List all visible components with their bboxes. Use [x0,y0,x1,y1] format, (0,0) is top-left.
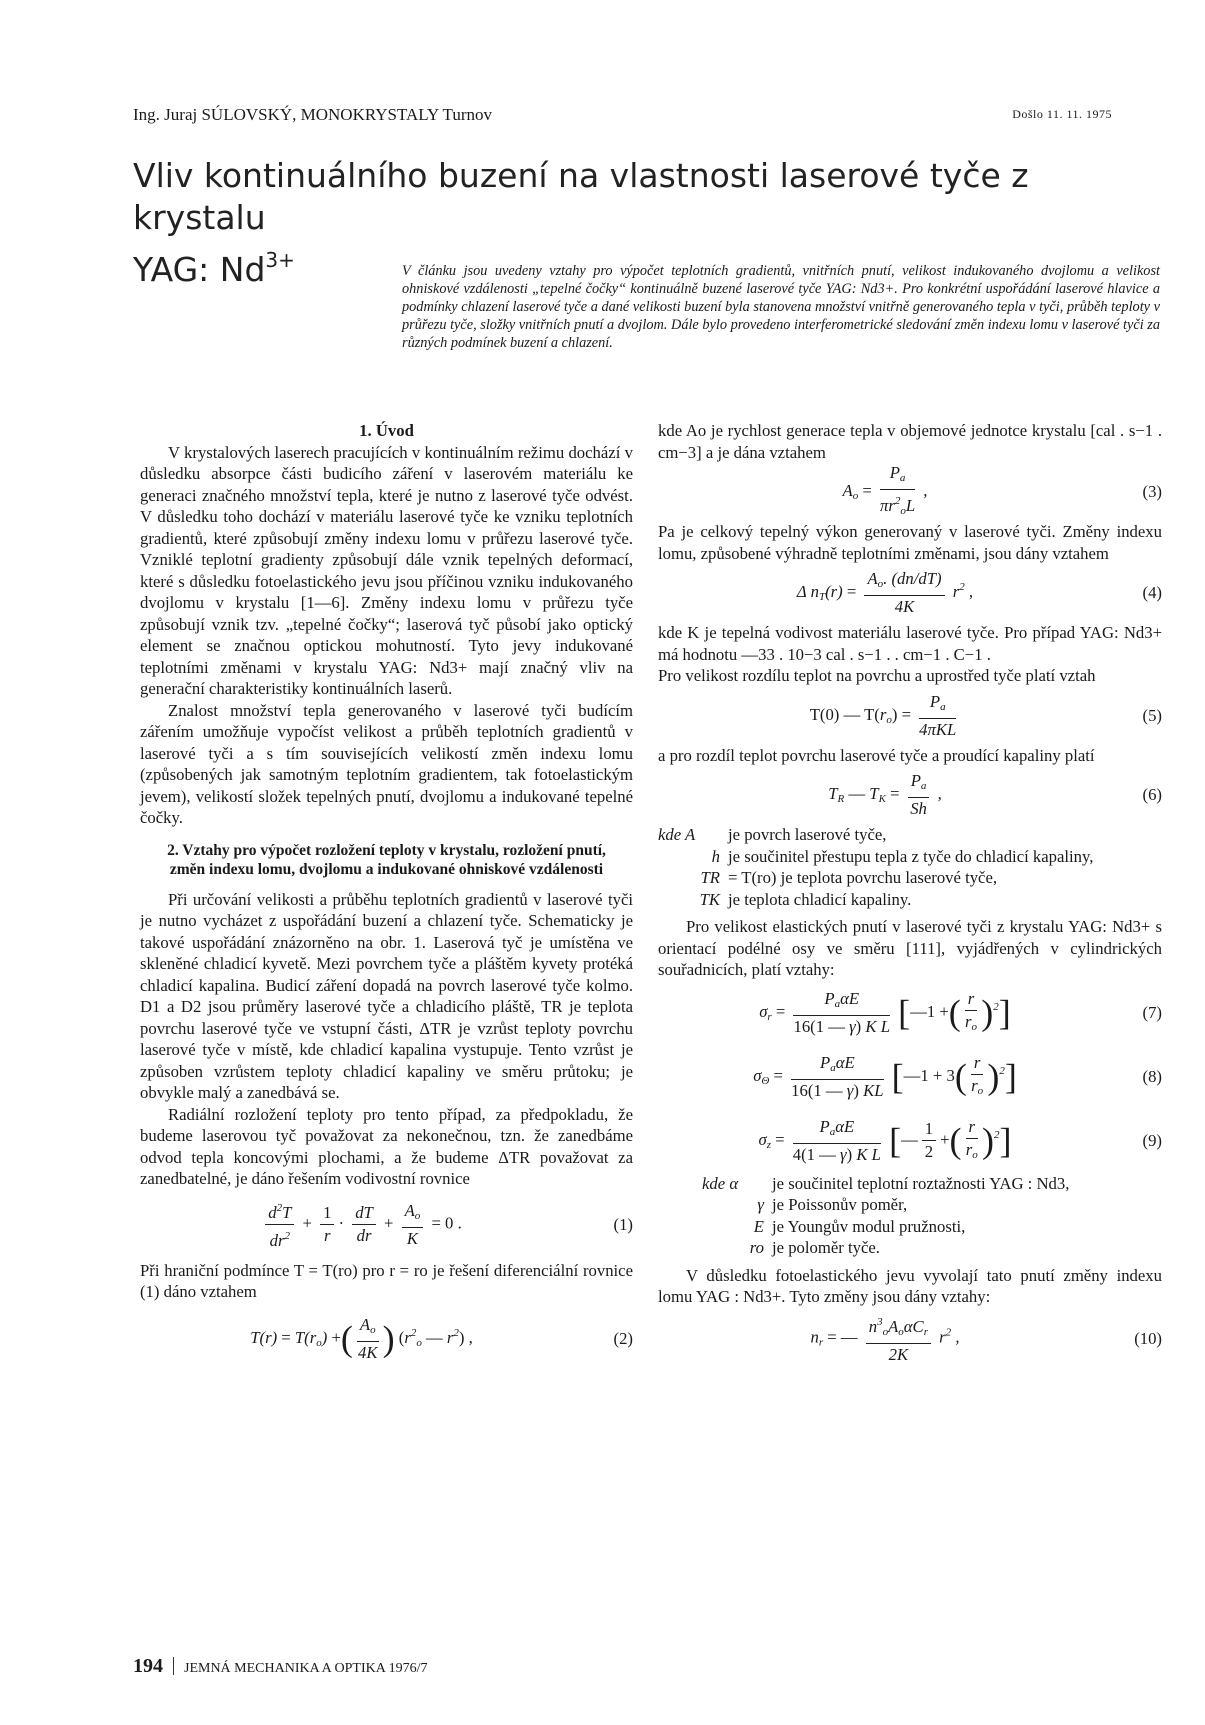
definition-row [702,1194,1162,1216]
equation-body: T(0) — $T(r_o)$ = $\frac{P_a}{\text{4πKL}}$ [809,691,957,739]
equation-1 [140,1190,633,1260]
received-date: Došlo 11. 11. 1975 [1012,107,1112,121]
paragraph: Pro velikost elastických pnutí v laserové tyči z krystalu YAG: Nd3+ s orientací podélné osy ve směru [111], vyjádřených v cylindrických souřadnicích, platí vztahy: [658,917,1162,979]
definition-list-1 [658,824,1162,910]
equation-number: (7) [1142,1002,1162,1022]
equation-number: (10) [1134,1328,1162,1348]
page-footer [133,1655,427,1678]
definition-list-2 [702,1173,1162,1259]
journal-name: JEMNÁ MECHANIKA A OPTIKA 1976/7 [184,1661,428,1676]
paragraph: Při hraniční podmínce T = T(ro) pro r = ro je řešení diferenciální rovnice (1) dáno vztahem [140,1260,633,1301]
equation-number: (1) [613,1214,633,1234]
equation-number: (4) [1142,583,1162,603]
definition-row [702,1173,1162,1195]
paragraph: Při určování velikosti a průběhu teplotních gradientů v laserové tyči je nutno vycházet z uspořádání buzení a chlazení tyče. Schematicky je takové uspořádání znázorněno na obr. 1. Laserová tyč je umístěna ve skleněné chladicí kyvetě. Mezi povrchem tyče a pláštěm kyvety protéká chladicí kapalina. Budicí záření dopadá na povrch laserové tyče kolmo. D1 a D2 jsou průměry laserové tyče a chladicího pláště, TR je teplota povrchu laserové tyče ve vstupní části, ΔTR je vzrůst teploty povrchu laserové tyče v místě, kde chladicí kapalina vystupuje. Tento vzrůst je způsoben vzrůstem teploty chladicí kapaliny ve směru průtoku; je obvykle malý a zanedbává se. [140,889,633,1102]
equation-number: (8) [1142,1066,1162,1086]
author-line: Ing. Juraj SÚLOVSKÝ, MONOKRYSTALY Turnov [133,105,493,124]
paragraph: Radiální rozložení teploty pro tento případ, za předpokladu, že budeme laserovou tyč považovat za nekonečnou, tzn. že zanedbáme odvod tepla koncovými plochami, a že budeme ΔTR považovat za zanedbatelné, je dáno řešením vodivostní rovnice [140,1104,633,1188]
definition-symbol: E [753,1216,764,1236]
equation-body: $A_o$ = $\frac{P_a}{\pi r^2_oL}$ , [842,463,928,517]
definition-row [658,889,1162,911]
definition-row [702,1216,1162,1238]
definition-symbol: kde A [658,825,696,844]
equation-number: (5) [1142,705,1162,725]
equation-8 [658,1045,1162,1109]
definition-symbol: TK [699,889,720,909]
equation-body: Δ $n_T(r)$ = $\frac{A_o. (dn/dT)}{4K}$ $r^2$ , [796,569,974,616]
paragraph: Pa je celkový tepelný výkon generovaný v laserové tyči. Změny indexu lomu, způsobené výhradně teplotními změnami, jsou dány vztahem [658,522,1162,563]
equation-number: (9) [1142,1130,1162,1150]
left-column [140,420,633,1375]
title-line-2: YAG: $Nd^{3+}$ [133,248,295,289]
paragraph: V důsledku fotoelastického jevu vyvolají tato pnutí změny indexu lomu YAG : Nd3+. Tyto změny jsou dány vztahy: [658,1265,1162,1306]
definition-symbol: TR [700,868,720,887]
page-number: 194 [133,1655,163,1677]
right-column [658,420,1162,1370]
definition-text: je součinitel teplotní roztažnosti YAG : Nd3, [772,1173,1070,1193]
equation-body: $\sigma_r$ = $\frac{P_a\alpha E}{\text{16(1 — γ) K L}}$ [—1 +( $\frac{r}{r_o}$ )$^2$] [759,988,1011,1036]
equation-body: $T(r) = T(r_o)$ +( $\frac{A_o}{4K}$ ) ($r^2_o$ — $r^2$) , [250,1314,473,1362]
definition-text: je teplota chladicí kapaliny. [728,889,912,909]
definition-text: je povrch laserové tyče, [728,825,887,844]
equation-9 [658,1109,1162,1173]
definition-symbol: kde α [702,1173,739,1193]
equation-body: $\sigma_z$ = $\frac{P_a\alpha E}{\text{4(1 — γ) K L}}$ [— $\frac{1}{2}$ +( $\frac{r}{r_o}$ )$^2$] [758,1116,1012,1164]
title-superscript: 3+ [265,248,295,272]
definition-text: je součinitel přestupu tepla z tyče do chladicí kapaliny, [728,846,1094,866]
definition-row [702,1237,1162,1259]
footer-divider [173,1657,174,1675]
paragraph: a pro rozdíl teplot povrchu laserové tyče a proudící kapaliny platí [658,745,1095,765]
definition-symbol: ro [749,1238,764,1257]
equation-5 [658,687,1162,745]
equation-body: $\frac{d^2T}{dr^2}$ + $\frac{1}{r}$ · $\frac{dT}{dr}$ + $\frac{A_o}{K}$ = 0 . [140,1197,583,1252]
abstract: V článku jsou uvedeny vztahy pro výpočet teplotních gradientů, vnitřních pnutí, velikost indukovaného dvojlomu a velikost ohniskové vzdálenosti „tepelné čočky“ kontinuálně buzené laserové tyče YAG: Nd3+. Pro konkrétní uspořádání laserové hlavice a podmínky chlazení laserové tyče a dané velikosti buzení byla stanovena množství vnitřně generovaného tepla v tyči, průběh teploty v průřezu tyče, složky vnitřních pnutí a dvojlom. Dále bylo provedeno interferometrické sledování změn indexu lomu v laserové tyči za různých podmínek buzení a chlazení. [402,263,1160,351]
definition-text: = T(ro) je teplota povrchu laserové tyče, [728,868,998,887]
section-heading-intro: 1. Úvod [359,421,414,440]
equation-number: (3) [1142,482,1162,502]
definition-row [658,846,1162,868]
definition-text: je Poissonův poměr, [772,1195,908,1214]
definition-row [658,824,1162,846]
definition-text: je Youngův modul pružnosti, [772,1216,966,1236]
equation-4 [658,564,1162,622]
paragraph: Pro velikost rozdílu teplot na povrchu a uprostřed tyče platí vztah [658,666,1096,685]
paragraph: Znalost množství tepla generovaného v laserové tyči budícím zářením umožňuje vypočíst velikost a průběh teplotních gradientů v laserové tyči a s tím souvisejících velikostí změn indexu lomu (způsobených jak samotným teplotním gradientem, tak fotoelastickým jevem), velikostí složek tepelných pnutí, dvojlomu a indukované tepelné čočky. [140,700,633,827]
equation-body: $n_r$ = — $\frac{n^3_oA_o\alpha C_r}{2K}$ $r^2$ , [658,1311,1112,1366]
title-line-1: Vliv kontinuálního buzení na vlastnosti laserové tyče z krystalu [133,156,1029,237]
equation-number: (2) [613,1328,633,1348]
equation-6 [658,766,1162,824]
equation-7 [658,981,1162,1045]
definition-symbol: γ [757,1195,764,1214]
definition-symbol: h [711,846,720,866]
equation-10 [658,1308,1162,1370]
paragraph: kde K je tepelná vodivost materiálu laserové tyče. Pro případ YAG: Nd3+ má hodnotu —33 . 10−3 cal . s−1 . . cm−1 . C−1 . [658,623,1162,664]
paragraph: V krystalových laserech pracujících v kontinuálním režimu dochází v důsledku absorpce části budicího záření v laserovém materiálu ke generaci značného množství tepla, které je nutno z laserové tyče odvést. V důsledku toho dochází v materiálu laserové tyče ke vzniku teplotních gradientů, které způsobují změny indexu lomu v průřezu laserové tyče. Vzniklé teplotní gradienty způsobují dále vznik tepelných deformací, které s důsledku fotoelastického jevu jsou příčinou vzniku indukovaného dvojlomu v krystalu [1—6]. Změny indexu lomu v průřezu tyče způsobují vznik tzv. „tepelné čočky“; laserová tyč působí jako optický element se značnou optickou mohutností. Tyto jevy indukované teplotními změnami v krystalu YAG: Nd3+ mají značný vliv na generační charakteristiky kontinuálních laserů. [140,442,633,698]
definition-row [658,867,1162,889]
equation-body: $T_R$ — $T_K$ = $\frac{P_a}{Sh}$ , [828,771,942,818]
equation-number: (6) [1142,785,1162,805]
equation-2 [140,1303,633,1375]
paragraph: kde Ao je rychlost generace tepla v objemové jednotce krystalu [cal . s−1 . cm−3] a je dána vztahem [658,421,1162,462]
definition-text: je poloměr tyče. [772,1238,880,1257]
equation-3 [658,463,1162,521]
section-heading-relations: 2. Vztahy pro výpočet rozložení teploty v krystalu, rozložení pnutí, změn indexu lomu, dvojlomu a indukované ohniskové vzdálenosti [167,841,606,878]
equation-body: $\sigma_\Theta$ = $\frac{P_a\alpha E}{16(1 — \gamma) KL}$ [—1 + 3( $\frac{r}{r_o}$ )$^2$] [753,1052,1017,1100]
